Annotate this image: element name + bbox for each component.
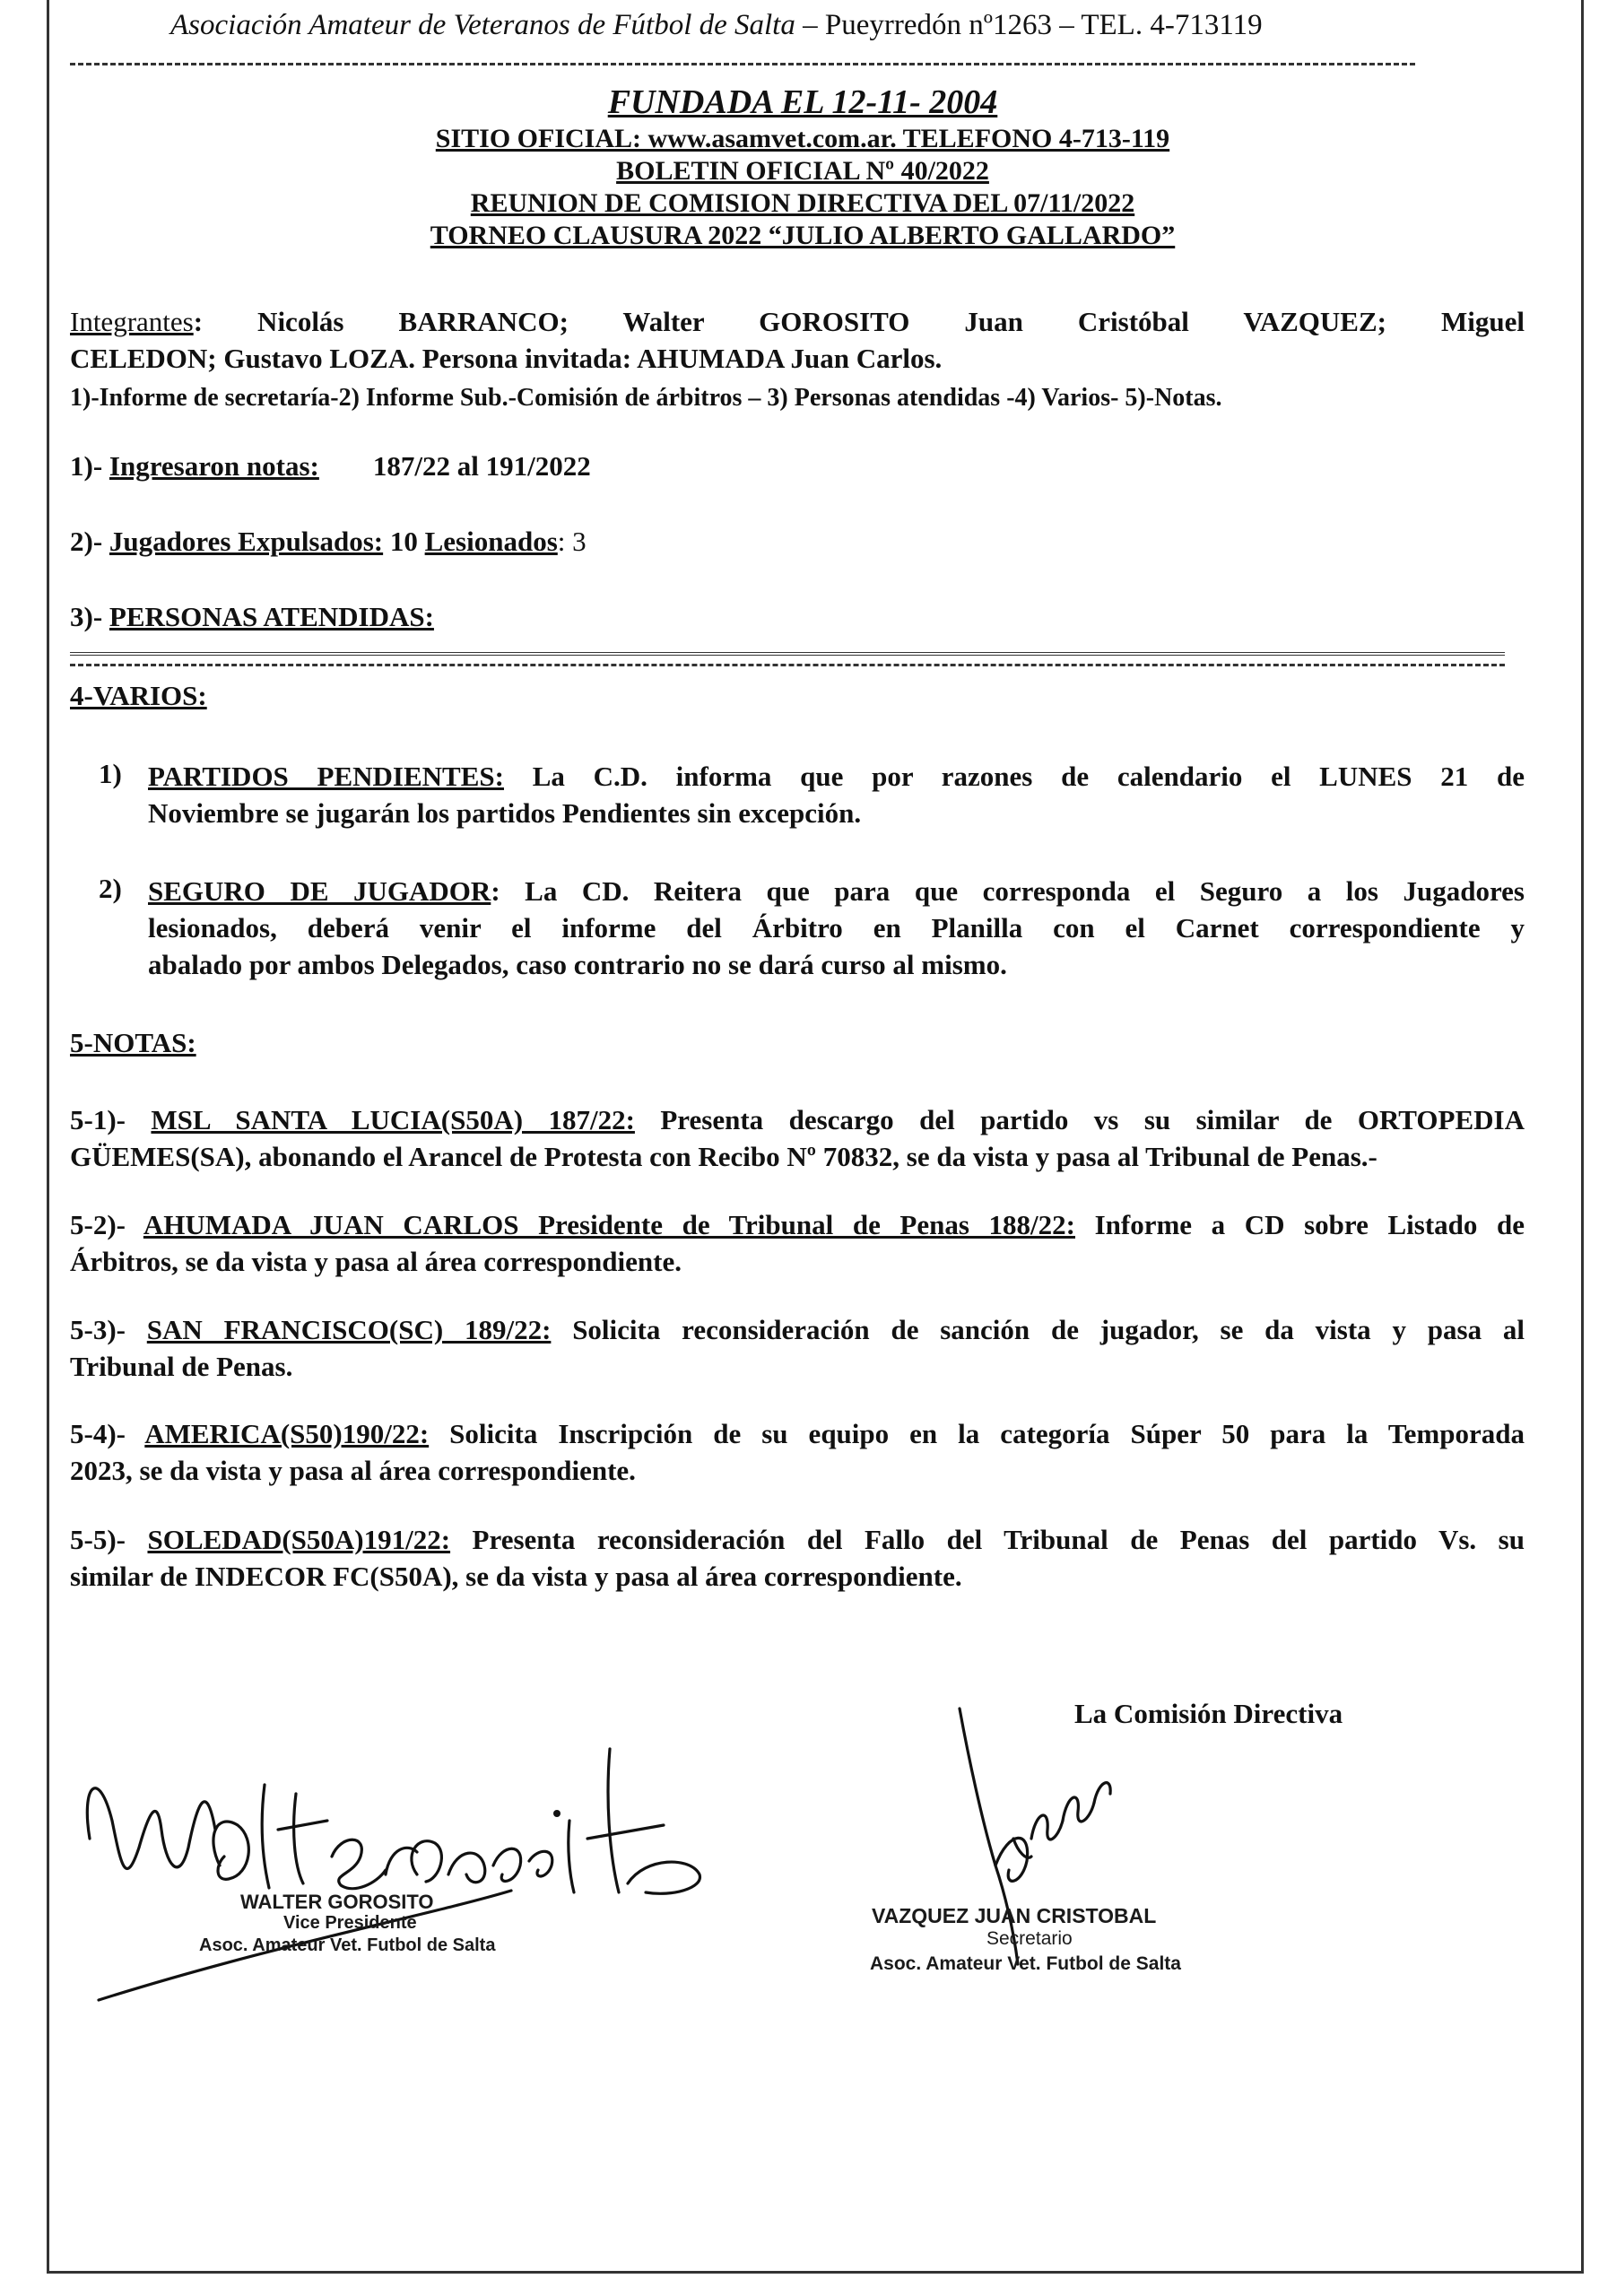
section-5-label: 5-NOTAS: xyxy=(70,1027,196,1058)
note-5-1-line-2: GÜEMES(SA), abonando el Arancel de Protesta con Recibo Nº 70832, se da vista y pasa al Tribunal de Penas.- xyxy=(70,1141,1377,1172)
signature-left-scribble xyxy=(72,1731,717,2036)
section-2-injured-value: : 3 xyxy=(557,526,587,557)
varios-item-2-text-1: : La CD. Reitera que para que corresponda el Seguro a los Jugadores xyxy=(491,875,1525,907)
note-5-4-line-1 xyxy=(70,1415,1525,1452)
note-5-4-line-2: 2023, se da vista y pasa al área correspondiente. xyxy=(70,1455,636,1486)
varios-item-1-line-2: Noviembre se jugarán los partidos Pendientes sin excepción. xyxy=(148,797,862,829)
varios-item-1-line-1 xyxy=(148,758,1525,795)
members-paragraph xyxy=(70,303,1525,377)
signature-right-org: Asoc. Amateur Vet. Futbol de Salta xyxy=(870,1953,1181,1974)
page-border-bottom xyxy=(47,2271,1584,2274)
note-5-3-number: 5-3)- xyxy=(70,1314,147,1345)
section-2-number: 2)- xyxy=(70,526,109,557)
varios-item-2-line-1 xyxy=(148,873,1525,909)
note-5-1 xyxy=(70,1101,1525,1175)
note-5-1-line-1 xyxy=(70,1101,1525,1138)
note-5-1-text-1: Presenta descargo del partido vs su similar de ORTOPEDIA xyxy=(634,1104,1525,1135)
section-2-expelled-value: 10 xyxy=(383,526,425,557)
members-text-1: : Nicolás BARRANCO; Walter GOROSITO Juan Cristóbal VAZQUEZ; Miguel xyxy=(193,306,1525,337)
varios-item-1 xyxy=(148,758,1525,831)
section-3-divider-dashed xyxy=(70,664,1505,666)
section-3-divider-double xyxy=(70,652,1505,656)
note-5-2-number: 5-2)- xyxy=(70,1209,143,1240)
section-3-label: PERSONAS ATENDIDAS: xyxy=(109,601,434,632)
letterhead-org: Asociación Amateur de Veteranos de Fútbol de Salta xyxy=(170,9,795,41)
agenda: 1)-Informe de secretaría-2) Informe Sub.-Comisión de árbitros – 3) Personas atendidas -4) Varios- 5)-Notas. xyxy=(70,384,1222,412)
varios-item-1-number: 1) xyxy=(99,758,122,789)
note-5-5-number: 5-5)- xyxy=(70,1524,148,1555)
note-5-5-text-1: Presenta reconsideración del Fallo del Tribunal de Penas del partido Vs. su xyxy=(450,1524,1525,1555)
meeting-title: REUNION DE COMISION DIRECTIVA DEL 07/11/2022 xyxy=(470,188,1135,218)
note-5-4-text-1: Solicita Inscripción de su equipo en la categoría Súper 50 para la Temporada xyxy=(429,1418,1525,1449)
note-5-3-line-2: Tribunal de Penas. xyxy=(70,1351,293,1382)
letterhead xyxy=(170,9,1263,42)
letterhead-address: – Pueyrredón nº1263 – TEL. 4-713119 xyxy=(795,9,1263,41)
varios-item-2-line-3: abalado por ambos Delegados, caso contrario no se dará curso al mismo. xyxy=(148,949,1007,980)
header-divider xyxy=(70,63,1415,65)
members-label: Integrantes xyxy=(70,306,194,337)
section-1-label: Ingresaron notas: xyxy=(109,450,319,482)
section-4-label: 4-VARIOS: xyxy=(70,680,207,711)
members-line-2: CELEDON; Gustavo LOZA. Persona invitada: AHUMADA Juan Carlos. xyxy=(70,343,943,374)
section-3 xyxy=(70,601,434,633)
section-2-expelled-label: Jugadores Expulsados: xyxy=(109,526,384,557)
tournament-title: TORNEO CLAUSURA 2022 “JULIO ALBERTO GALLARDO” xyxy=(430,221,1176,250)
page-border-right xyxy=(1581,0,1584,2274)
signature-right-name: VAZQUEZ JUAN CRISTOBAL xyxy=(872,1904,1157,1927)
varios-item-2 xyxy=(148,873,1525,983)
note-5-1-number: 5-1)- xyxy=(70,1104,152,1135)
note-5-3-text-1: Solicita reconsideración de sanción de jugador, se da vista y pasa al xyxy=(551,1314,1525,1345)
note-5-5-line-1 xyxy=(70,1521,1525,1558)
varios-item-1-text-1: La C.D. informa que por razones de calendario el LUNES 21 de xyxy=(503,761,1525,792)
note-5-5-title: SOLEDAD(S50A)191/22: xyxy=(147,1524,451,1555)
note-5-2-title: AHUMADA JUAN CARLOS Presidente de Tribunal de Penas 188/22: xyxy=(143,1209,1075,1240)
note-5-2-line-1 xyxy=(70,1206,1525,1243)
note-5-5-line-2: similar de INDECOR FC(S50A), se da vista y pasa al área correspondiente. xyxy=(70,1561,962,1592)
varios-item-2-line-2: lesionados, deberá venir el informe del Árbitro en Planilla con el Carnet correspondiente y xyxy=(148,912,1525,944)
note-5-4 xyxy=(70,1415,1525,1489)
official-site: SITIO OFICIAL: www.asamvet.com.ar. TELEFONO 4-713-119 xyxy=(435,124,1170,153)
closing-signature-line: La Comisión Directiva xyxy=(1074,1698,1343,1729)
varios-item-2-number: 2) xyxy=(99,873,122,904)
section-1-number: 1)- xyxy=(70,450,109,482)
note-5-3 xyxy=(70,1311,1525,1385)
page-border-left xyxy=(47,0,49,2274)
note-5-2 xyxy=(70,1206,1525,1280)
note-5-3-line-1 xyxy=(70,1311,1525,1348)
note-5-2-line-2: Árbitros, se da vista y pasa al área correspondiente. xyxy=(70,1246,682,1277)
signature-right-role: Secretario xyxy=(986,1928,1073,1949)
section-3-number: 3)- xyxy=(70,601,109,632)
section-1-value: 187/22 al 191/2022 xyxy=(372,450,591,482)
note-5-5 xyxy=(70,1521,1525,1595)
note-5-1-title: MSL SANTA LUCIA(S50A) 187/22: xyxy=(151,1104,635,1135)
founded-date: FUNDADA EL 12-11- 2004 xyxy=(607,83,998,121)
varios-item-2-title: SEGURO DE JUGADOR xyxy=(148,875,491,907)
members-line-1 xyxy=(70,303,1525,340)
signature-left-name: WALTER GOROSITO xyxy=(240,1891,434,1913)
signature-left-role: Vice Presidente xyxy=(283,1913,417,1933)
note-5-2-text-1: Informe a CD sobre Listado de xyxy=(1074,1209,1525,1240)
varios-item-1-title: PARTIDOS PENDIENTES: xyxy=(148,761,504,792)
note-5-3-title: SAN FRANCISCO(SC) 189/22: xyxy=(146,1314,552,1345)
note-5-4-title: AMERICA(S50)190/22: xyxy=(144,1418,430,1449)
section-1 xyxy=(70,450,591,483)
bulletin-number: BOLETIN OFICIAL Nº 40/2022 xyxy=(616,156,989,186)
signature-left-org: Asoc. Amateur Vet. Futbol de Salta xyxy=(199,1935,496,1955)
section-2 xyxy=(70,526,587,558)
section-2-injured-label: Lesionados xyxy=(424,526,558,557)
note-5-4-number: 5-4)- xyxy=(70,1418,145,1449)
